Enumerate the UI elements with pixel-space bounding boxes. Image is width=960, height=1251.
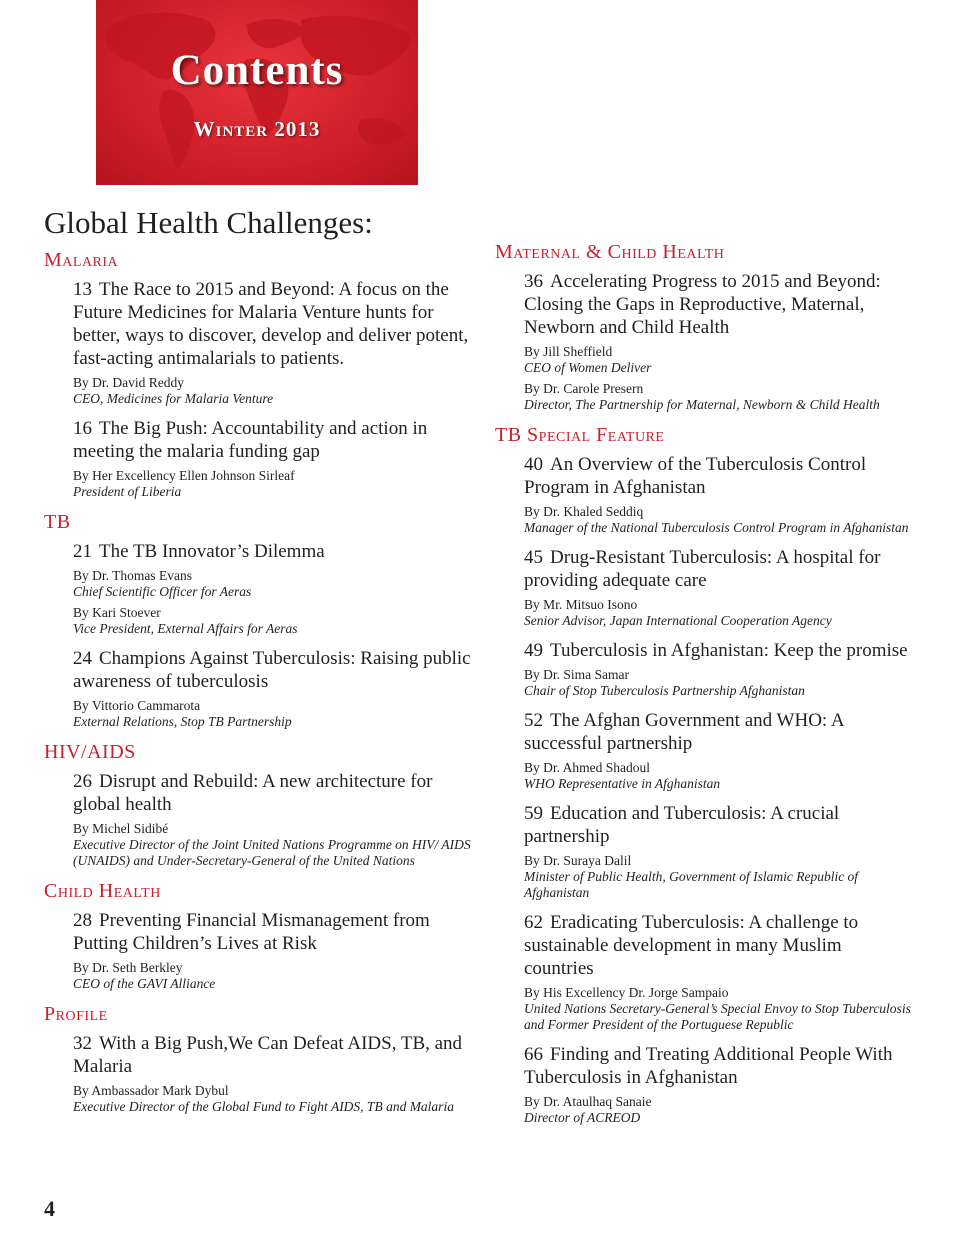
article-title[interactable] — [524, 1043, 915, 1089]
article-entry[interactable] — [73, 1032, 474, 1115]
page-number: 66 — [524, 1044, 543, 1065]
article-title[interactable] — [73, 417, 474, 463]
article-title-text: Finding and Treating Additional People With Tuberculosis in Afghanistan — [524, 1044, 893, 1088]
author-name: By His Excellency Dr. Jorge Sampaio — [524, 985, 729, 1000]
article-entry[interactable] — [73, 278, 474, 407]
author-name: By Dr. Carole Presern — [524, 381, 644, 396]
author-block — [524, 381, 915, 413]
author-name: By Dr. David Reddy — [73, 375, 184, 390]
article-title[interactable] — [73, 540, 474, 563]
author-name: By Dr. Suraya Dalil — [524, 853, 632, 868]
article-title-text: Eradicating Tuberculosis: A challenge to sustainable development in many Muslim countries — [524, 912, 859, 979]
author-block — [73, 1083, 474, 1115]
page-number: 16 — [73, 418, 92, 439]
author-block — [73, 960, 474, 992]
author-name: By Jill Sheffield — [524, 344, 613, 359]
article-entry[interactable] — [524, 802, 915, 901]
article-entry[interactable] — [524, 1043, 915, 1126]
author-name: By Dr. Ahmed Shadoul — [524, 760, 651, 775]
author-role: Manager of the National Tuberculosis Control Program in Afghanistan — [524, 520, 909, 535]
author-block — [524, 1094, 915, 1126]
article-title[interactable] — [73, 1032, 474, 1078]
author-name: By Vittorio Cammarota — [73, 698, 201, 713]
author-role: Executive Director of the Global Fund to Fight AIDS, TB and Malaria — [73, 1099, 454, 1114]
author-block — [524, 504, 915, 536]
article-title-text: The Big Push: Accountability and action in meeting the malaria funding gap — [73, 418, 428, 462]
author-block — [524, 667, 915, 699]
page-number: 59 — [524, 803, 543, 824]
section-heading-hiv-aids: HIV/AIDS — [44, 741, 136, 763]
article-title[interactable] — [524, 453, 915, 499]
author-role: Chief Scientific Officer for Aeras — [73, 584, 252, 599]
author-name: By Mr. Mitsuo Isono — [524, 597, 638, 612]
author-role: CEO of the GAVI Alliance — [73, 976, 216, 991]
article-title-text: An Overview of the Tuberculosis Control Program in Afghanistan — [524, 454, 867, 498]
article-title[interactable] — [524, 639, 915, 662]
article-entry[interactable] — [73, 540, 474, 637]
banner-subtitle: Winter 2013 — [193, 117, 321, 141]
article-entry[interactable] — [524, 546, 915, 629]
page-number: 32 — [73, 1033, 92, 1054]
article-entry[interactable] — [524, 639, 915, 699]
author-role: CEO, Medicines for Malaria Venture — [73, 391, 274, 406]
author-block — [73, 698, 474, 730]
page-number: 40 — [524, 454, 543, 475]
article-entry[interactable] — [73, 770, 474, 869]
author-name: By Ambassador Mark Dybul — [73, 1083, 229, 1098]
article-title[interactable] — [524, 802, 915, 848]
author-role: Director of ACREOD — [524, 1110, 641, 1125]
author-block — [73, 375, 474, 407]
article-title[interactable] — [524, 709, 915, 755]
article-entry[interactable] — [73, 909, 474, 992]
author-name: By Dr. Ataulhaq Sanaie — [524, 1094, 652, 1109]
author-role: External Relations, Stop TB Partnership — [73, 714, 292, 729]
page-number: 28 — [73, 910, 92, 931]
article-title-text: Accelerating Progress to 2015 and Beyond: Closing the Gaps in Reproductive, Maternal, Newborn and Child Health — [524, 271, 881, 338]
page-number: 62 — [524, 912, 543, 933]
author-role: Senior Advisor, Japan International Cooperation Agency — [524, 613, 832, 628]
article-title[interactable] — [73, 278, 474, 370]
article-title-text: Tuberculosis in Afghanistan: Keep the promise — [550, 640, 908, 661]
article-title[interactable] — [524, 546, 915, 592]
author-role: Minister of Public Health, Government of Islamic Republic of Afghanistan — [524, 869, 859, 900]
article-title[interactable] — [524, 270, 915, 339]
article-entry[interactable] — [73, 417, 474, 500]
article-entry[interactable] — [524, 709, 915, 792]
author-block — [73, 468, 474, 500]
article-title-text: The Afghan Government and WHO: A successful partnership — [524, 710, 844, 754]
page-number: 52 — [524, 710, 543, 731]
main-heading: Global Health Challenges: — [44, 205, 373, 240]
author-name: By Dr. Khaled Seddiq — [524, 504, 644, 519]
article-title[interactable] — [73, 770, 474, 816]
section-heading-profile: Profile — [44, 1003, 108, 1025]
article-title-text: Drug-Resistant Tuberculosis: A hospital for providing adequate care — [524, 547, 881, 591]
page-number: 24 — [73, 648, 92, 669]
article-entry[interactable] — [524, 453, 915, 536]
contents-banner — [96, 0, 418, 185]
author-block — [524, 344, 915, 376]
article-title-text: The Race to 2015 and Beyond: A focus on the Future Medicines for Malaria Venture hunts for better, ways to discover, develop and deliver potent, fast-acting antimalarials to patients. — [73, 279, 469, 369]
article-entry[interactable] — [73, 647, 474, 730]
author-role: President of Liberia — [73, 484, 182, 499]
author-name: By Dr. Sima Samar — [524, 667, 629, 682]
page-number: 13 — [73, 279, 92, 300]
author-name: By Kari Stoever — [73, 605, 161, 620]
author-block — [524, 985, 915, 1033]
page-number: 4 — [44, 1196, 55, 1221]
author-name: By Dr. Seth Berkley — [73, 960, 183, 975]
article-title-text: Champions Against Tuberculosis: Raising public awareness of tuberculosis — [73, 648, 471, 692]
author-role: Vice President, External Affairs for Aeras — [73, 621, 298, 636]
author-name: By Her Excellency Ellen Johnson Sirleaf — [73, 468, 295, 483]
author-block — [73, 568, 474, 600]
right-column — [495, 240, 915, 1136]
article-title-text: Disrupt and Rebuild: A new architecture for global health — [73, 771, 433, 815]
author-role: Executive Director of the Joint United Nations Programme on HIV/ AIDS (UNAIDS) and Under-Secretary-General of the United Nations — [73, 837, 471, 868]
page-number: 45 — [524, 547, 543, 568]
author-block — [524, 597, 915, 629]
author-block — [73, 821, 474, 869]
page-number: 36 — [524, 271, 543, 292]
article-title-text: With a Big Push,We Can Defeat AIDS, TB, and Malaria — [73, 1033, 463, 1077]
article-title[interactable] — [524, 911, 915, 980]
author-role: WHO Representative in Afghanistan — [524, 776, 721, 791]
article-title-text: Preventing Financial Mismanagement from Putting Children’s Lives at Risk — [73, 910, 430, 954]
article-title-text: The TB Innovator’s Dilemma — [99, 541, 325, 562]
article-entry[interactable] — [524, 911, 915, 1033]
author-role: CEO of Women Deliver — [524, 360, 652, 375]
article-title[interactable] — [73, 909, 474, 955]
section-heading-malaria: Malaria — [44, 249, 119, 271]
author-block — [524, 760, 915, 792]
page-number: 21 — [73, 541, 92, 562]
section-heading-child-health: Child Health — [44, 880, 161, 902]
author-name: By Michel Sidibé — [73, 821, 169, 836]
author-name: By Dr. Thomas Evans — [73, 568, 192, 583]
left-column — [44, 248, 474, 1125]
author-role: Chair of Stop Tuberculosis Partnership Afghanistan — [524, 683, 805, 698]
page-number: 26 — [73, 771, 92, 792]
author-role: Director, The Partnership for Maternal, Newborn & Child Health — [524, 397, 880, 412]
article-entry[interactable] — [524, 270, 915, 413]
author-block — [73, 605, 474, 637]
page-number: 49 — [524, 640, 543, 661]
article-title-text: Education and Tuberculosis: A crucial partnership — [524, 803, 840, 847]
section-heading-tb: TB — [44, 511, 71, 533]
article-title[interactable] — [73, 647, 474, 693]
author-block — [524, 853, 915, 901]
author-role: United Nations Secretary-General’s Special Envoy to Stop Tuberculosis and Former President of the Portuguese Republic — [524, 1001, 911, 1032]
section-heading-maternal-and-child-health: Maternal & Child Health — [495, 241, 725, 263]
section-heading-tb-special-feature: TB Special Feature — [495, 424, 665, 446]
banner-title: Contents — [170, 47, 344, 94]
